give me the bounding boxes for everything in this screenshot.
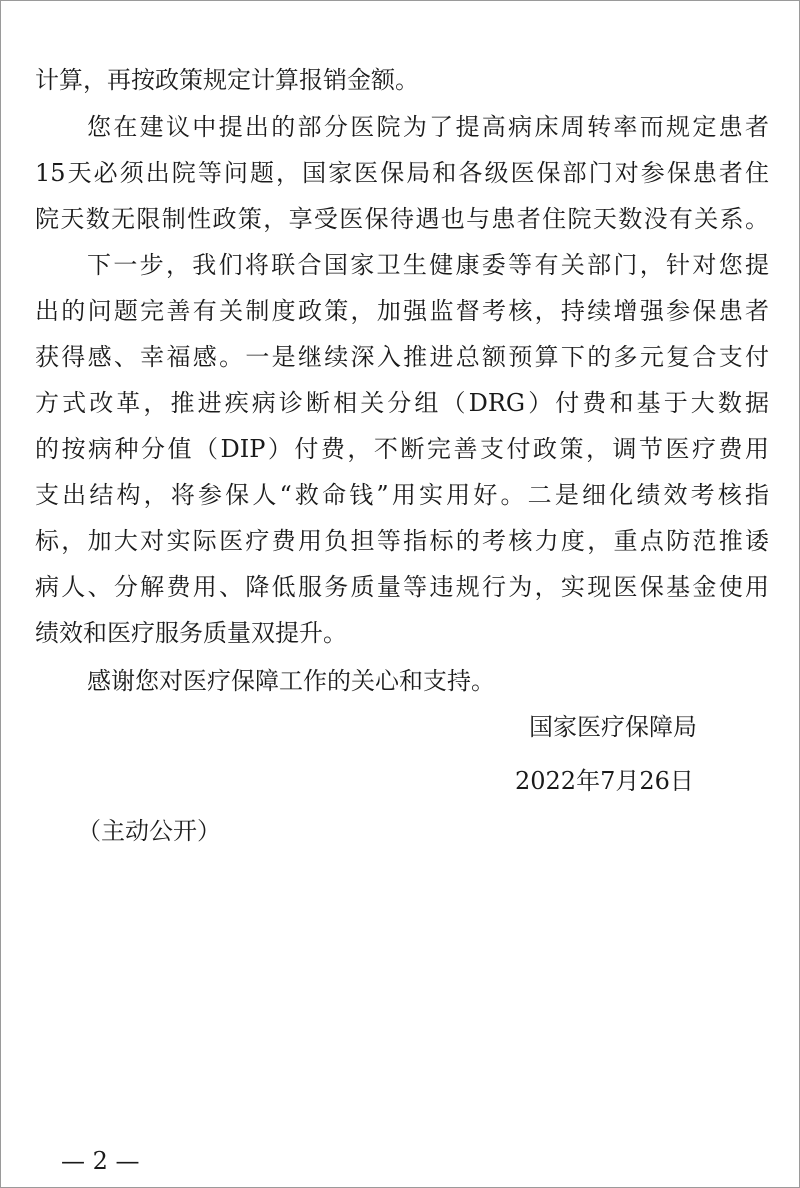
body-line: 方式改革，推进疾病诊断相关分组（DRG）付费和基于大数据 [35,389,769,417]
body-line: 感谢您对医疗保障工作的关心和支持。 [87,667,495,695]
body-line: 下一步，我们将联合国家卫生健康委等有关部门，针对您提 [87,251,769,279]
signature-org: 国家医疗保障局 [529,713,697,741]
body-line: 获得感、幸福感。一是继续深入推进总额预算下的多元复合支付 [35,343,769,371]
body-line: 的按病种分值（DIP）付费，不断完善支付政策，调节医疗费用 [35,435,769,463]
body-line: 支出结构，将参保人“救命钱”用实用好。二是细化绩效考核指 [35,481,769,509]
body-line: 标，加大对实际医疗费用负担等指标的考核力度，重点防范推诿 [35,527,769,555]
body-line: 病人、分解费用、降低服务质量等违规行为，实现医保基金使用 [35,573,769,601]
body-line: 院天数无限制性政策，享受医保待遇也与患者住院天数没有关系。 [35,205,769,233]
body-line: 15天必须出院等问题，国家医保局和各级医保部门对参保患者住 [35,159,769,187]
body-line: 您在建议中提出的部分医院为了提高病床周转率而规定患者 [87,113,769,141]
signature-date: 2022年7月26日 [515,767,694,795]
page-number: — 2 — [61,1147,140,1175]
body-line: 绩效和医疗服务质量双提升。 [35,619,347,647]
disclosure-note: （主动公开） [77,817,221,845]
body-line: 计算，再按政策规定计算报销金额。 [35,66,419,94]
body-line: 出的问题完善有关制度政策，加强监督考核，持续增强参保患者 [35,297,769,325]
